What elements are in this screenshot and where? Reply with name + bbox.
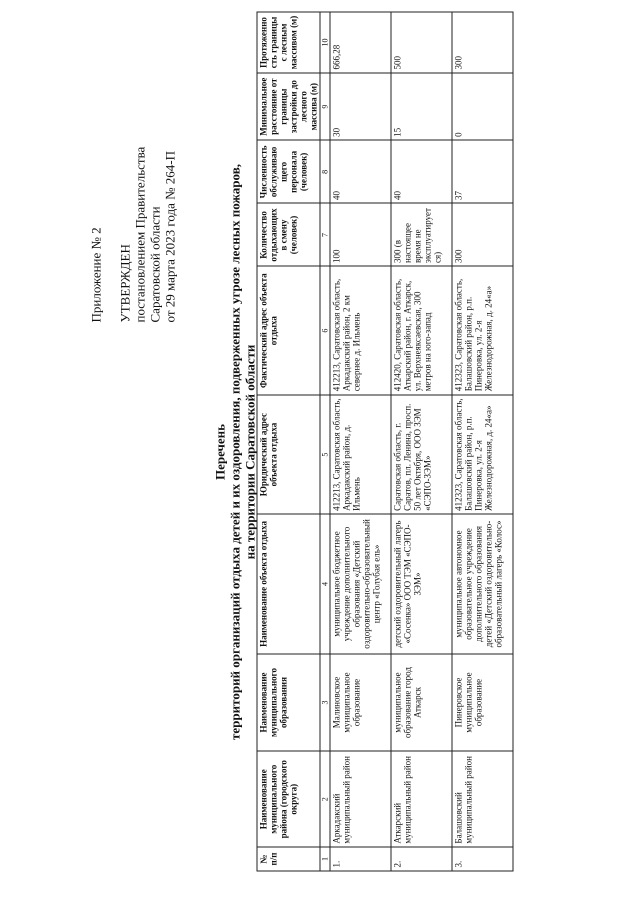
object-cell: детский оздоровительный лагерь «Сосенка» ООО ТЭМ «СЭПО-ЗЭМ»	[391, 514, 452, 653]
capacity-cell: 100	[330, 203, 391, 266]
min-distance-cell: 15	[391, 73, 452, 140]
municipality-cell: Малиновское муниципальное образование	[330, 654, 391, 752]
staff-cell: 37	[452, 140, 513, 203]
object-cell: муниципальное автономное образовательное учреждение дополнительного образования детей «Детский оздоровительно-образовательный лагерь «Колос»	[452, 514, 513, 653]
border-length-cell: 300	[452, 12, 513, 73]
column-number: 10	[320, 12, 330, 73]
column-number: 2	[320, 751, 330, 847]
staff-cell: 40	[391, 140, 452, 203]
approval-line-3: от 29 марта 2023 года № 264-П	[162, 151, 178, 323]
capacity-cell: 300	[452, 203, 513, 266]
district-cell: Аркадакский муниципальный район	[330, 751, 391, 847]
actual-address-cell: 412213, Саратовская область, Аркадакский район, 2 км севернее д. Ильмень	[330, 267, 391, 395]
min-distance-cell: 30	[330, 73, 391, 140]
table-header-row	[257, 12, 320, 871]
column-number: 1	[320, 847, 330, 871]
header-cell: Фактический адрес объекта отдыха	[257, 267, 320, 395]
column-number: 8	[320, 140, 330, 203]
capacity-cell: 300 (в настоящее время не эксплуатируется)	[391, 203, 452, 266]
row-number: 1.	[330, 847, 391, 871]
header-cell: Наименование муниципального образования	[257, 654, 320, 752]
camps-table	[257, 12, 514, 872]
appendix-number: Приложение № 2	[88, 227, 104, 323]
document-subtitle-2: на территории Саратовской области	[242, 344, 258, 560]
column-number: 5	[320, 395, 330, 515]
header-cell: Численность обслуживающего персонала (человек)	[257, 140, 320, 203]
column-number: 3	[320, 654, 330, 752]
actual-address-cell: 412323, Саратовская область, Балашовский район, р.п. Пинеровка, ул. 2-я Железнодорожная, д. 24«а»	[452, 267, 513, 395]
appendix-block	[89, 63, 178, 323]
document-title: Перечень	[212, 423, 228, 481]
header-cell: Минимальное расстояние от границы застройки до лесного массива (м)	[257, 73, 320, 140]
header-cell: Юридический адрес объекта отдыха	[257, 395, 320, 515]
municipality-cell: Пинеровское муниципальное образование	[452, 654, 513, 752]
object-cell: муниципальное бюджетное учреждение дополнительного образования «Детский оздоровительно-образовательный центр «Голубая ель»	[330, 514, 391, 653]
approved-label: УТВЕРЖДЕН	[117, 244, 133, 323]
header-cell: Наименование муниципального района (городского округа)	[257, 751, 320, 847]
municipality-cell: муниципальное образование город Аткарск	[391, 654, 452, 752]
legal-address-cell: 412213, Саратовская область, Аркадакский район, д. Ильмень	[330, 395, 391, 515]
table-row	[391, 12, 452, 871]
legal-address-cell: Саратовская область, г. Саратов, пл. Ленина, просп. 50 лет Октября, ООО ЗЭМ «СЭПО-ЗЭМ»	[391, 395, 452, 515]
rotated-content	[1, 0, 640, 905]
column-number: 7	[320, 203, 330, 266]
district-cell: Балашовский муниципальный район	[452, 751, 513, 847]
table-row	[330, 12, 391, 871]
column-number: 6	[320, 267, 330, 395]
header-cell: Количество отдыхающих в смену (человек)	[257, 203, 320, 266]
legal-address-cell: 412323, Саратовская область, Балашовский район, р.п. Пинеровка, ул. 2-я Железнодорожная, д. 24«а»	[452, 395, 513, 515]
table-row	[452, 12, 513, 871]
row-number: 3.	[452, 847, 513, 871]
header-cell: Наименование объекта отдыха	[257, 514, 320, 653]
column-number: 9	[320, 73, 330, 140]
district-cell: Аткарский муниципальный район	[391, 751, 452, 847]
border-length-cell: 666,28	[330, 12, 391, 73]
column-number: 4	[320, 514, 330, 653]
approval-line-1: постановлением Правительства	[132, 146, 148, 323]
actual-address-cell: 412420, Саратовская область, Аткарский район, г. Аткарск, ул. Верхнеяксаевская, 300 метров на юго-запад	[391, 267, 452, 395]
column-number-row	[320, 12, 330, 871]
border-length-cell: 500	[391, 12, 452, 73]
header-cell: Протяженность границы с лесным массивом (м)	[257, 12, 320, 73]
min-distance-cell: 0	[452, 73, 513, 140]
row-number: 2.	[391, 847, 452, 871]
header-cell: № п/п	[257, 847, 320, 871]
document-subtitle-1: территорий организаций отдыха детей и их оздоровления, подверженных угрозе лесных пожаров,	[227, 164, 243, 740]
approval-line-2: Саратовской области	[147, 206, 163, 323]
staff-cell: 40	[330, 140, 391, 203]
